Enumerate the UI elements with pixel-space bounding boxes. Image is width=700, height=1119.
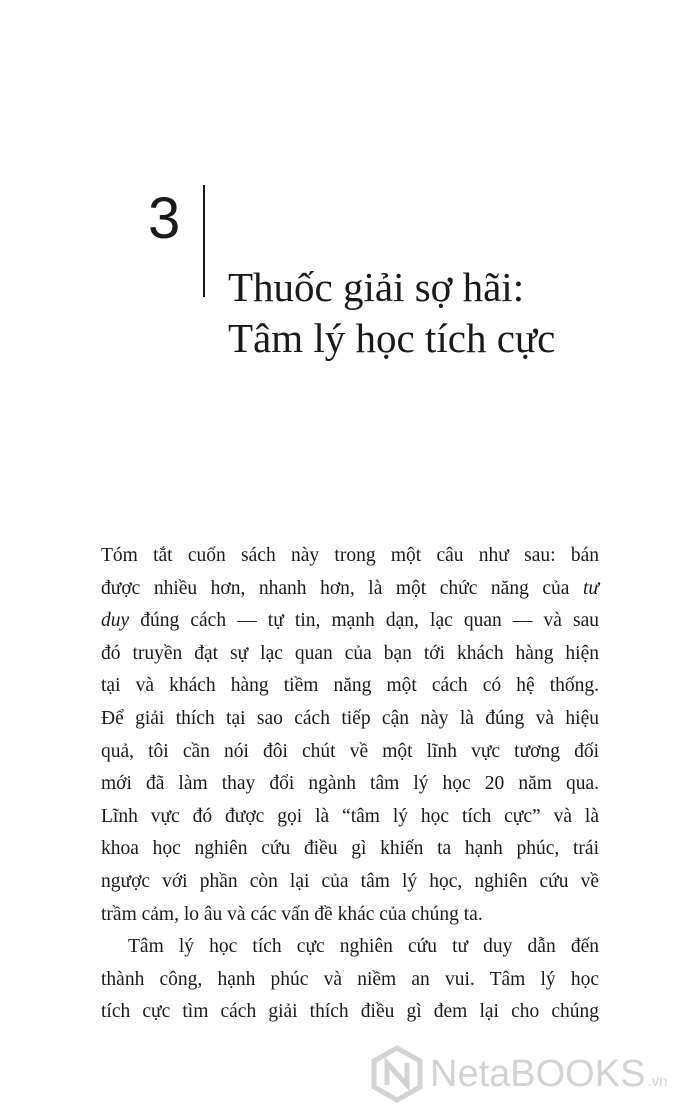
text-line: tại và khách hàng tiềm năng một cách có hệ thống. — [101, 675, 599, 697]
text-line: Tâm lý học tích cực nghiên cứu tư duy dẫn đến — [128, 936, 599, 958]
chapter-title-line: Tâm lý học tích cực — [228, 315, 556, 361]
neta-logo-icon — [368, 1045, 426, 1103]
text-line: được nhiều hơn, nhanh hơn, là một chức năng của tư — [101, 577, 599, 599]
text-line: duy đúng cách — tự tin, mạnh dạn, lạc quan — và sau — [101, 610, 600, 632]
italic-word: duy — [101, 610, 130, 632]
chapter-divider — [203, 185, 205, 297]
text-line: thành công, hạnh phúc và niềm an vui. Tâm lý học — [101, 968, 599, 990]
body-text — [101, 540, 599, 1029]
watermark-brand: NetaBOOKS — [430, 1052, 646, 1095]
chapter-title-line: Thuốc giải sợ hãi: — [228, 264, 525, 310]
watermark — [368, 1045, 667, 1103]
text-line: tích cực tìm cách giải thích điều gì đem lại cho chúng — [101, 1001, 599, 1023]
text-line: đó truyền đạt sự lạc quan của bạn tới khách hàng hiện — [101, 642, 599, 664]
text-line: Để giải thích tại sao cách tiếp cận này là đúng và hiệu — [101, 707, 599, 729]
text-line: trầm cảm, lo âu và các vấn đề khác của chúng ta. — [101, 903, 483, 925]
chapter-number: 3 — [148, 186, 181, 251]
chapter-title — [228, 262, 555, 364]
text-line: khoa học nghiên cứu điều gì khiến ta hạnh phúc, trái — [101, 838, 599, 860]
text-line: mới đã làm thay đổi ngành tâm lý học 20 năm qua. — [101, 773, 599, 795]
italic-word: tư — [582, 577, 599, 599]
text-line: ngược với phần còn lại của tâm lý học, nghiên cứu về — [101, 870, 599, 892]
text-line: Lĩnh vực đó được gọi là “tâm lý học tích cực” và là — [101, 805, 599, 827]
watermark-suffix: .vn — [647, 1072, 668, 1090]
text-line: Tóm tắt cuốn sách này trong một câu như sau: bán — [101, 545, 599, 566]
text-line: quả, tôi cần nói đôi chút về một lĩnh vực tương đối — [101, 740, 599, 762]
